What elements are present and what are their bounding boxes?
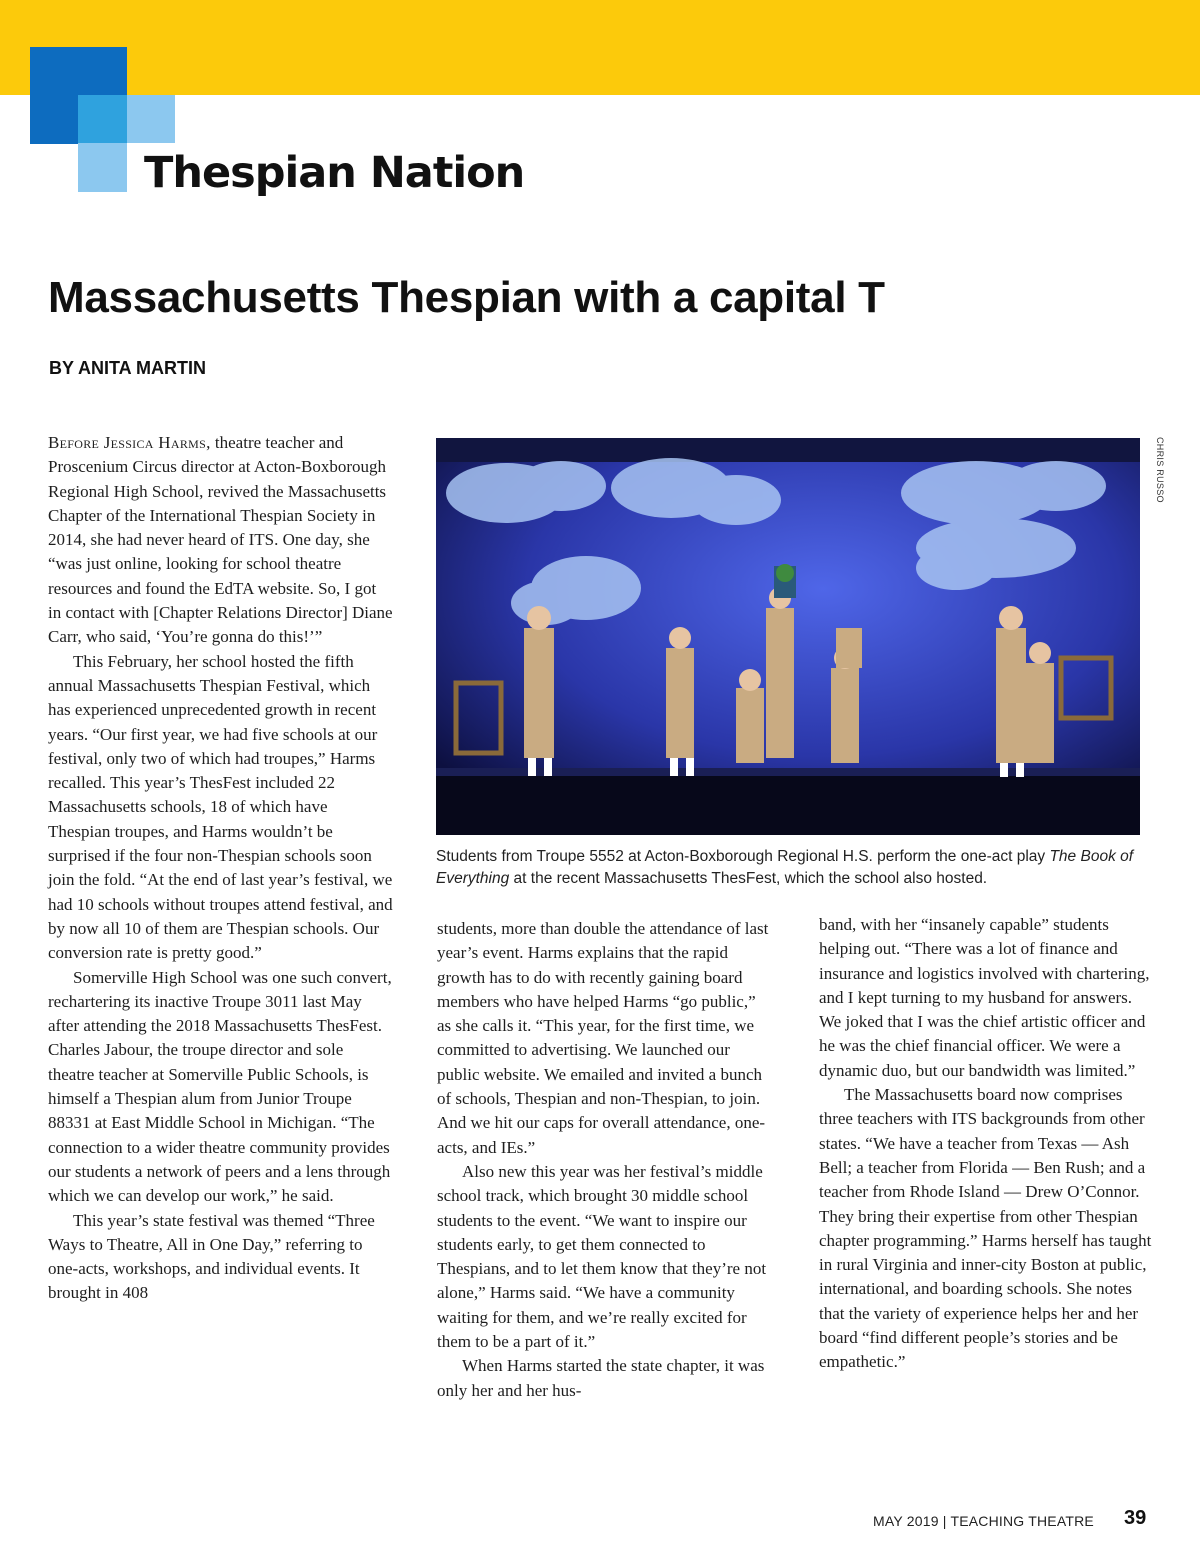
paragraph: When Harms started the state chapter, it was only her and her hus- [437, 1356, 765, 1400]
paragraph: This February, her school hosted the fifth annual Massachusetts Thespian Festival, which has experienced unprecedented growth in recent years. “Our first year, we had five schools at our festival, only two of which had troupes,” Harms recalled. This year’s ThesFest included 22 Massachusetts schools, 18 of which have Thespian troupes, and Harms wouldn’t be surprised if the four non-Thespian schools soon join the fold. “At the end of last year’s festival, we had 10 schools without troupes attend festival, and by now all 10 of them are Thespian schools. Our conversion rate is pretty good.” [48, 651, 393, 963]
page-number: 39 [1124, 1507, 1147, 1529]
stage-photo-illustration [436, 438, 1140, 835]
page-footer: MAY 2019 | TEACHING THEATRE [873, 1513, 1094, 1529]
paragraph: Also new this year was her festival’s middle school track, which brought 30 middle school students to the event. “We want to inspire our students early, to get them connected to Thespians, and to let them know that they’re not alone,” Harms said. “We have a community waiting for them, and we’re really excited for them to be a part of it.” [437, 1161, 767, 1352]
photo-caption: Students from Troupe 5552 at Acton-Boxborough Regional H.S. perform the one-act play The Book of Everything at the recent Massachusetts ThesFest, which the school also hosted. [436, 848, 1134, 887]
section-title: Thespian Nation [144, 148, 525, 198]
paragraph: students, more than double the attendance of last year’s event. Harms explains that the rapid growth has to do with recently gaining board members who have helped Harms “go public,” as she calls it. “This year, for the first time, we committed to advertising. We launched our public website. We emailed and invited a bunch of schools, Thespian and non-Thespian, to join. And we hit our caps for overall attendance, one-acts, and IEs.” [437, 919, 769, 1157]
article-headline: Massachusetts Thespian with a capital T [48, 273, 885, 322]
play-title: The Book of Everything [436, 848, 1134, 887]
lead-in: Before Jessica Harms, [48, 433, 211, 452]
article-column-2 [437, 917, 772, 1403]
article-byline: BY ANITA MARTIN [49, 358, 206, 378]
photo-credit: CHRIS RUSSO [1155, 437, 1165, 503]
stage-photo [436, 438, 1140, 835]
article-column-3 [819, 913, 1154, 1375]
paragraph: Before Jessica Harms, theatre teacher and Proscenium Circus director at Acton-Boxborough Regional High School, revived the Massachusetts Chapter of the International Thespian Society in 2014, she had never heard of ITS. One day, she “was just online, looking for school theatre resources and found the EdTA website. So, I got in contact with [Chapter Relations Director] Diane Carr, who said, ‘You’re gonna do this!’” [48, 433, 393, 647]
article-column-1 [48, 431, 393, 1306]
paragraph: band, with her “insanely capable” students helping out. “There was a lot of finance and insurance and logistics involved with chartering, and I kept turning to my husband for answers. We joked that I was the chief artistic officer and he was the chief financial officer. We were a dynamic duo, but our bandwidth was limited.” [819, 915, 1150, 1080]
paragraph: The Massachusetts board now comprises three teachers with ITS backgrounds from other states. “We have a teacher from Texas — Ash Bell; a teacher from Florida — Ben Rush; and a teacher from Rhode Island — Drew O’Connor. They bring their expertise from other Thespian chapter programming.” Harms herself has taught in rural Virginia and inner-city Boston at public, international, and boarding schools. She notes that the variety of experience helps her and her board “find different people’s stories and be empathetic.” [819, 1085, 1152, 1372]
header-banner [0, 0, 1200, 95]
logo-square-mid [78, 95, 127, 143]
paragraph: Somerville High School was one such convert, rechartering its inactive Troupe 3011 last May after attending the 2018 Massachusetts ThesFest. Charles Jabour, the troupe director and sole theatre teacher at Somerville Public Schools, is himself a Thespian alum from Junior Troupe 88331 at East Middle School in Michigan. “The connection to a wider theatre community provides our students a network of peers and a lens through which we can develop our work,” he said. [48, 967, 392, 1206]
paragraph: This year’s state festival was themed “Three Ways to Theatre, All in One Day,” referring to one-acts, workshops, and individual events. It brought in 408 [48, 1210, 375, 1303]
logo-square-light-lower [78, 143, 127, 192]
